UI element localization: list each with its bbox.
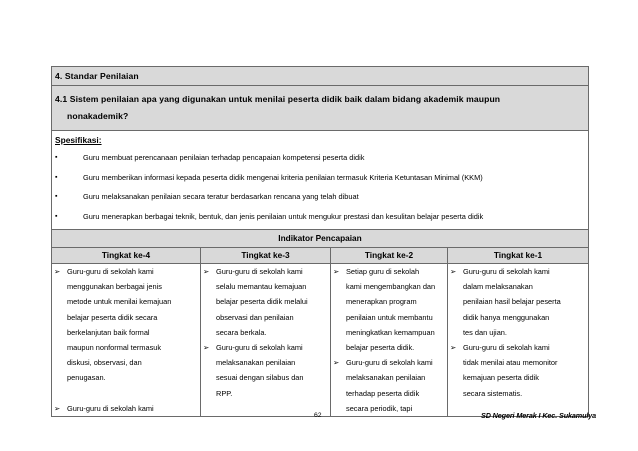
indicator-item (333, 264, 445, 355)
spesifikasi-item-text: Guru membuat perencanaan penilaian terhadap pencapaian kompetensi peserta didik (83, 153, 365, 162)
indicator-cell (331, 264, 448, 417)
indicator-item (450, 264, 586, 340)
arrow-bullet-icon: ➢ (450, 267, 457, 276)
section-title-row (52, 67, 589, 86)
indicator-line: melaksanakan penilaian (346, 373, 426, 383)
subsection-question-line2: nonakademik? (67, 111, 129, 121)
indicator-line: penugasan. (67, 373, 106, 383)
indicator-line: kami mengembangkan dan (346, 282, 436, 292)
arrow-bullet-icon: ➢ (54, 403, 61, 413)
square-bullet-icon: ▪ (55, 154, 58, 161)
indicator-line: Guru-guru di sekolah kami (463, 343, 550, 353)
indicator-item (203, 264, 328, 340)
indicator-item-text (216, 264, 328, 340)
section-title: 4. Standar Penilaian (55, 71, 139, 81)
spesifikasi-item (55, 207, 585, 227)
indicator-line: tes dan ujian. (463, 327, 507, 337)
indicator-line: sesuai dengan silabus dan (216, 373, 304, 383)
indicator-item (450, 340, 586, 401)
indicator-line: penilaian untuk membantu (346, 312, 433, 322)
page-number: 62 (314, 412, 322, 419)
square-bullet-icon: ▪ (55, 212, 58, 220)
arrow-bullet-icon: ➢ (203, 267, 210, 276)
spesifikasi-item (55, 187, 585, 207)
indicator-line: secara periodik, tapi (346, 403, 413, 413)
subsection-question-line1: 4.1 Sistem penilaian apa yang digunakan untuk menilai peserta didik baik dalam bidang akademik maupun (55, 94, 501, 104)
indicator-line: Guru-guru di sekolah kami (67, 403, 154, 413)
indicator-line: maupun nonformal termasuk (67, 343, 162, 353)
indicator-line: meningkatkan kemampuan (346, 327, 435, 337)
spesifikasi-item-text: Guru memberikan informasi kepada peserta didik mengenai kriteria penilaian termasuk Kriteria Ketuntasan Minimal (KKM) (83, 172, 483, 182)
indicator-line: Guru-guru di sekolah kami (67, 267, 154, 276)
indicator-line: Guru-guru di sekolah kami (216, 343, 303, 353)
spesifikasi-title: Spesifikasi: (55, 135, 102, 145)
indicator-cell (52, 264, 201, 417)
indicator-item-text (67, 264, 198, 386)
arrow-bullet-icon: ➢ (54, 267, 61, 276)
indicator-line: Guru-guru di sekolah kami (463, 267, 550, 276)
spesifikasi-item (55, 148, 585, 168)
level-header: Tingkat ke-1 (448, 248, 589, 264)
level-header-row (52, 248, 589, 264)
level-header: Tingkat ke-3 (201, 248, 331, 264)
indicator-line: dalam melaksanakan (463, 282, 533, 292)
spesifikasi-item-text: Guru menerapkan berbagai teknik, bentuk, dan jenis penilaian untuk mengukur prestasi dan kesulitan belajar peserta didik (83, 211, 484, 221)
subsection-question (52, 86, 588, 130)
indicator-line: menerapkan program (346, 297, 417, 307)
indicator-item-text (346, 355, 445, 416)
spesifikasi-section (52, 131, 589, 230)
indicator-line: RPP. (216, 388, 233, 398)
indicator-line: menggunakan berbagai jenis (67, 282, 162, 292)
indicator-line: tidak menilai atau memonitor (463, 358, 558, 368)
indicator-line: berkelanjutan baik formal (67, 327, 150, 337)
indicator-line: belajar peserta didik melalui (216, 297, 308, 307)
indicator-content-row (52, 264, 589, 417)
school-name-footer: SD Negeri Merak I Kec. Sukamulya (481, 411, 597, 420)
spesifikasi-item-text: Guru melaksanakan penilaian secara teratur berdasarkan rencana yang telah dibuat (83, 192, 359, 201)
indicator-line: Guru-guru di sekolah kami (346, 358, 433, 368)
square-bullet-icon: ▪ (55, 173, 58, 181)
indicator-item-text (346, 264, 445, 355)
indicator-item (333, 355, 445, 416)
indicator-item (54, 264, 198, 386)
indicator-line: selalu memantau kemajuan (216, 282, 307, 292)
indikator-title: Indikator Pencapaian (52, 230, 589, 248)
indicator-line: Guru-guru di sekolah kami (216, 267, 303, 276)
indicator-cell (448, 264, 589, 417)
level-header: Tingkat ke-2 (331, 248, 448, 264)
indicator-line: observasi dan penilaian (216, 312, 294, 322)
indicator-line: secara sistematis. (463, 388, 523, 398)
indicator-cell (201, 264, 331, 417)
indicator-line: secara berkala. (216, 327, 267, 337)
spesifikasi-item (55, 168, 585, 188)
indicator-item-text (67, 401, 198, 416)
arrow-bullet-icon: ➢ (450, 343, 457, 353)
indicator-item (203, 340, 328, 401)
spacer (54, 386, 198, 401)
indicator-item-text (216, 340, 328, 401)
indicator-line: Setiap guru di sekolah (346, 267, 420, 276)
arrow-bullet-icon: ➢ (333, 267, 340, 276)
indicator-line: melaksanakan penilaian (216, 358, 296, 368)
indicator-item-text (463, 340, 586, 401)
indicator-line: belajar peserta didik secara (67, 312, 158, 322)
indicator-line: terhadap peserta didik (346, 388, 420, 398)
subsection-question-row (52, 86, 589, 131)
standar-penilaian-table (51, 66, 589, 417)
arrow-bullet-icon: ➢ (203, 343, 210, 353)
indicator-line: metode untuk menilai kemajuan (67, 297, 172, 307)
square-bullet-icon: ▪ (55, 193, 58, 200)
level-header: Tingkat ke-4 (52, 248, 201, 264)
indicator-line: didik hanya menggunakan (463, 312, 550, 322)
indicator-line: kemajuan peserta didik (463, 373, 540, 383)
spesifikasi-list (55, 148, 585, 226)
indicator-line: penilaian hasil belajar peserta (463, 297, 561, 307)
indicator-item (54, 401, 198, 416)
indicator-item-text (463, 264, 586, 340)
indicator-line: belajar peserta didik. (346, 343, 415, 353)
arrow-bullet-icon: ➢ (333, 358, 340, 368)
indicator-line: diskusi, observasi, dan (67, 358, 142, 368)
